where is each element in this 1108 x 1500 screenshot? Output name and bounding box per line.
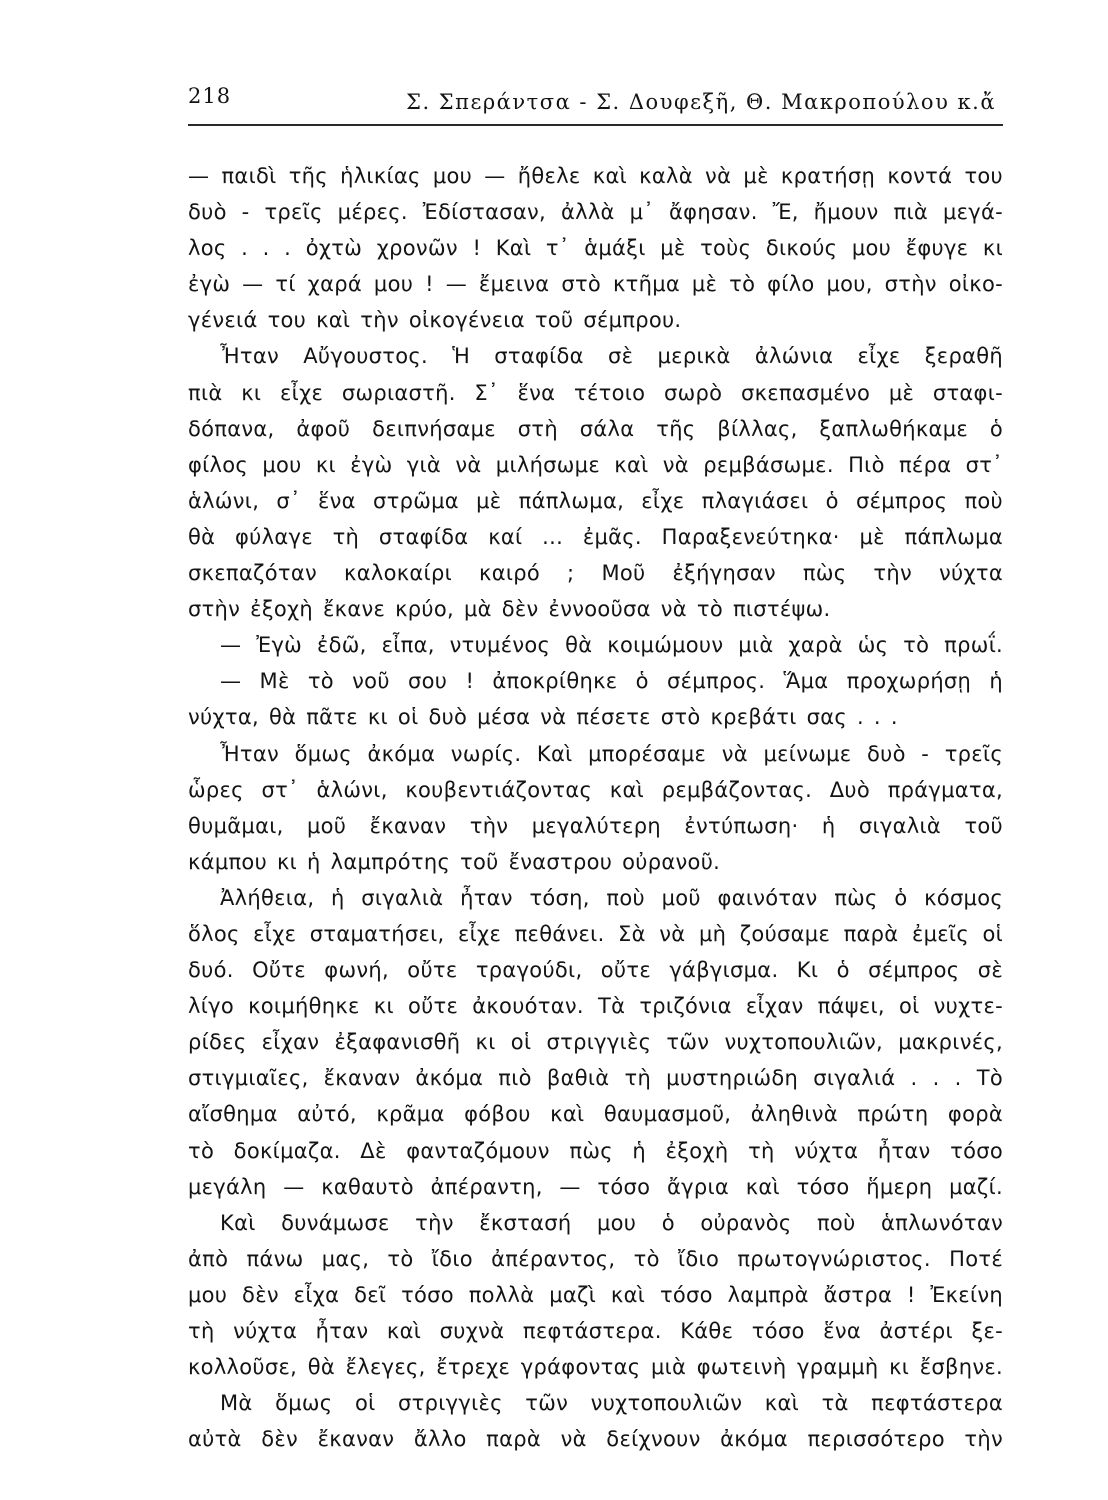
text-line: γένειά του καὶ τὴν οἰκογένεια τοῦ σέμπρου. (188, 308, 682, 333)
text-line: τὴ νύχτα ἦταν καὶ συχνὰ πεφτάστερα. Κάθε τόσο ἕνα ἀστέρι ξε- (188, 1319, 1003, 1343)
header-rule (188, 124, 1003, 126)
text-line: πιὰ κι εἶχε σωριαστῆ. Σ᾽ ἕνα τέτοιο σωρὸ σκεπασμένο μὲ σταφι- (188, 380, 1003, 405)
text-line: Ἀλήθεια, ἡ σιγαλιὰ ἦταν τόση, ποὺ μοῦ φαινόταν πὼς ὁ κόσμος (220, 885, 1003, 910)
text-line: κολλοῦσε, θὰ ἔλεγες, ἔτρεχε γράφοντας μιὰ φωτεινὴ γραμμὴ κι ἔσβηνε. (188, 1355, 1003, 1380)
text-line: αἴσθημα αὐτό, κρᾶμα φόβου καὶ θαυμασμοῦ, ἀληθινὰ πρώτη φορὰ (188, 1102, 1003, 1127)
text-line: τὸ δοκίμαζα. Δὲ φανταζόμουν πὼς ἡ ἐξοχὴ τὴ νύχτα ἦταν τόσο (188, 1138, 1003, 1163)
text-line: μεγάλη — καθαυτὸ ἀπέραντη, — τόσο ἄγρια καὶ τόσο ἥμερη μαζί. (188, 1174, 1003, 1199)
text-line: Ἦταν ὅμως ἀκόμα νωρίς. Καὶ μπορέσαμε νὰ μείνωμε δυὸ - τρεῖς (220, 741, 1003, 766)
text-line: θυμᾶμαι, μοῦ ἔκαναν τὴν μεγαλύτερη ἐντύπωση· ἡ σιγαλιὰ τοῦ (188, 813, 1003, 838)
text-line: αὐτὰ δὲν ἔκαναν ἄλλο παρὰ νὰ δείχνουν ἀκόμα περισσότερο τὴν (188, 1427, 1003, 1452)
body-text (188, 158, 1003, 1457)
text-line: ἁλώνι, σ᾽ ἕνα στρῶμα μὲ πάπλωμα, εἶχε πλαγιάσει ὁ σέμπρος ποὺ (188, 488, 1003, 513)
text-line: στιγμιαῖες, ἔκαναν ἀκόμα πιὸ βαθιὰ τὴ μυστηριώδη σιγαλιά . . . Τὸ (188, 1066, 1003, 1091)
text-line: δυὸ - τρεῖς μέρες. Ἐδίστασαν, ἀλλὰ μ᾽ ἄφησαν. Ἔ, ἤμουν πιὰ μεγά- (188, 200, 1003, 225)
text-line: θὰ φύλαγε τὴ σταφίδα καί ... ἐμᾶς. Παραξενεύτηκα· μὲ πάπλωμα (188, 524, 1003, 549)
text-line: κάμπου κι ἡ λαμπρότης τοῦ ἔναστρου οὐρανοῦ. (188, 849, 721, 874)
page-header (188, 84, 1004, 124)
text-line: νύχτα, θὰ πᾶτε κι οἱ δυὸ μέσα νὰ πέσετε στὸ κρεβάτι σας . . . (188, 705, 898, 730)
text-line: ὅλος εἶχε σταματήσει, εἶχε πεθάνει. Σὰ νὰ μὴ ζούσαμε παρὰ ἐμεῖς οἱ (188, 921, 1003, 946)
text-line: λίγο κοιμήθηκε κι οὔτε ἀκουόταν. Τὰ τριζόνια εἶχαν πάψει, οἱ νυχτε- (188, 994, 1003, 1019)
text-line: ὧρες στ᾽ ἁλώνι, κουβεντιάζοντας καὶ ρεμβάζοντας. Δυὸ πράγματα, (188, 777, 1003, 802)
running-head: Σ. Σπεράντσα - Σ. Δουφεξῆ, Θ. Μακροπούλου κ.ἄ (406, 90, 996, 114)
text-line: Καὶ δυνάμωσε τὴν ἔκστασή μου ὁ οὐρανὸς ποὺ ἁπλωνόταν (220, 1210, 1003, 1235)
text-line: — Μὲ τὸ νοῦ σου ! ἀποκρίθηκε ὁ σέμπρος. Ἅμα προχωρήσῃ ἡ (220, 669, 1003, 694)
text-line: σκεπαζόταν καλοκαίρι καιρό ; Μοῦ ἐξήγησαν πὼς τὴν νύχτα (188, 561, 1003, 586)
text-line: — Ἐγὼ ἐδῶ, εἶπα, ντυμένος θὰ κοιμώμουν μιὰ χαρὰ ὡς τὸ πρωΐ. (220, 633, 1003, 658)
text-line: λος . . . ὀχτὼ χρονῶν ! Καὶ τ᾽ ἁμάξι μὲ τοὺς δικούς μου ἔφυγε κι (188, 236, 1003, 261)
text-line: δόπανα, ἀφοῦ δειπνήσαμε στὴ σάλα τῆς βίλλας, ξαπλωθήκαμε ὁ (188, 416, 1003, 441)
text-line: Ἦταν Αὔγουστος. Ἡ σταφίδα σὲ μερικὰ ἀλώνια εἶχε ξεραθῆ (220, 344, 1003, 369)
text-line: — παιδὶ τῆς ἡλικίας μου — ἤθελε καὶ καλὰ νὰ μὲ κρατήσῃ κοντά του (188, 164, 1003, 188)
text-line: ἐγὼ — τί χαρά μου ! — ἔμεινα στὸ κτῆμα μὲ τὸ φίλο μου, στὴν οἰκο- (188, 272, 1003, 297)
page-number: 218 (188, 84, 232, 108)
text-line: δυό. Οὔτε φωνή, οὔτε τραγούδι, οὔτε γάβγισμα. Κι ὁ σέμπρος σὲ (188, 958, 1003, 983)
text-line: στὴν ἐξοχὴ ἔκανε κρύο, μὰ δὲν ἐννοοῦσα νὰ τὸ πιστέψω. (188, 597, 831, 622)
text-line: φίλος μου κι ἐγὼ γιὰ νὰ μιλήσωμε καὶ νὰ ρεμβάσωμε. Πιὸ πέρα στ᾽ (188, 452, 1003, 477)
text-line: μου δὲν εἶχα δεῖ τόσο πολλὰ μαζὶ καὶ τόσο λαμπρὰ ἄστρα ! Ἐκείνη (188, 1282, 1003, 1307)
text-line: ἀπὸ πάνω μας, τὸ ἴδιο ἀπέραντος, τὸ ἴδιο πρωτογνώριστος. Ποτέ (188, 1246, 1003, 1271)
text-line: Μὰ ὅμως οἱ στριγγιὲς τῶν νυχτοπουλιῶν καὶ τὰ πεφτάστερα (220, 1391, 1003, 1416)
text-line: ρίδες εἶχαν ἐξαφανισθῆ κι οἱ στριγγιὲς τῶν νυχτοπουλιῶν, μακρινές, (188, 1030, 1003, 1055)
